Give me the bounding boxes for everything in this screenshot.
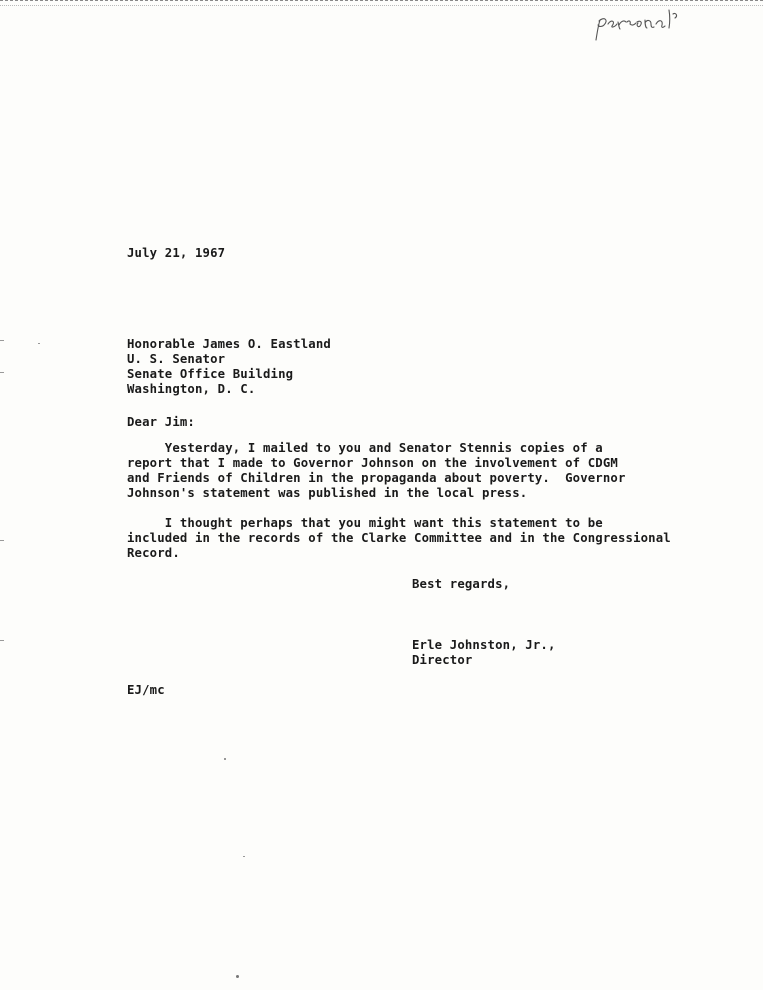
closing: Best regards, bbox=[412, 577, 511, 591]
scan-speck bbox=[236, 975, 239, 978]
typist-initials: EJ/mc bbox=[127, 683, 165, 697]
paragraph1-line4: Johnson's statement was published in the local press. bbox=[127, 486, 528, 500]
paragraph2-line1: I thought perhaps that you might want this statement to be bbox=[127, 516, 603, 530]
paragraph1-line2: report that I made to Governor Johnson on the involvement of CDGM bbox=[127, 456, 618, 470]
addressee-name: Honorable James O. Eastland bbox=[127, 337, 331, 351]
salutation: Dear Jim: bbox=[127, 415, 195, 429]
paragraph2-line2: included in the records of the Clarke Committee and in the Congressional bbox=[127, 531, 671, 545]
handwritten-margin-note bbox=[590, 6, 700, 46]
signature-title: Director bbox=[412, 653, 473, 667]
scan-speck bbox=[243, 856, 245, 857]
paragraph1-line3: and Friends of Children in the propaganda about poverty. Governor bbox=[127, 471, 626, 485]
scan-edge-mark bbox=[0, 640, 4, 641]
addressee-title: U. S. Senator bbox=[127, 352, 226, 366]
paragraph1-line1: Yesterday, I mailed to you and Senator Stennis copies of a bbox=[127, 441, 603, 455]
signature-name: Erle Johnston, Jr., bbox=[412, 638, 556, 652]
scan-edge-mark bbox=[0, 372, 4, 373]
scan-edge-mark bbox=[0, 340, 4, 341]
letter-date: July 21, 1967 bbox=[127, 246, 226, 260]
scan-speck bbox=[224, 758, 226, 760]
addressee-building: Senate Office Building bbox=[127, 367, 294, 381]
scan-edge-mark bbox=[0, 540, 4, 541]
addressee-city: Washington, D. C. bbox=[127, 382, 256, 396]
scan-speck bbox=[38, 343, 40, 344]
paragraph2-line3: Record. bbox=[127, 546, 180, 560]
